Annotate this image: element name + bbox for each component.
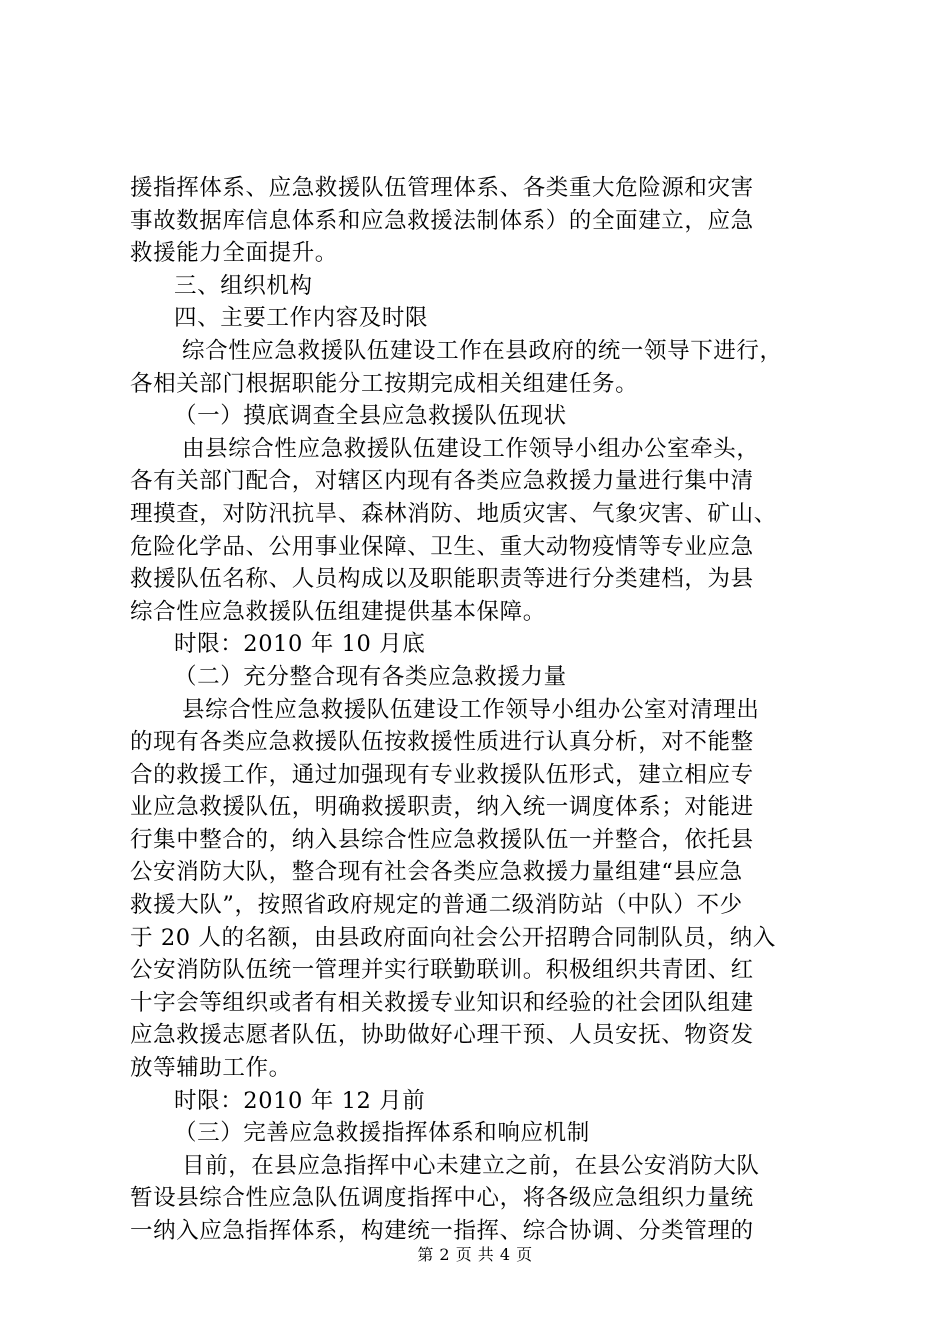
paragraph-line: 理摸查，对防汛抗旱、森林消防、地质灾害、气象灾害、矿山、 xyxy=(130,500,777,527)
paragraph-line: 由县综合性应急救援队伍建设工作领导小组办公室牵头， xyxy=(182,435,760,462)
paragraph-line: 暂设县综合性应急队伍调度指挥中心，将各级应急组织力量统 xyxy=(130,1185,754,1212)
deadline-line: 时限：2010 年 10 月底 xyxy=(174,631,426,658)
paragraph-line: 综合性应急救援队伍组建提供基本保障。 xyxy=(130,598,546,625)
paragraph-line: 于 20 人的名额，由县政府面向社会公开招聘合同制队员，纳入 xyxy=(130,924,776,951)
paragraph-line: 应急救援志愿者队伍，协助做好心理干预、人员安抚、物资发 xyxy=(130,1022,754,1049)
section-heading: 四、主要工作内容及时限 xyxy=(174,305,429,332)
paragraph-line: 事故数据库信息体系和应急救援法制体系）的全面建立，应急 xyxy=(130,207,754,234)
paragraph-line: 十字会等组织或者有相关救援专业知识和经验的社会团队组建 xyxy=(130,989,754,1016)
paragraph-line: 危险化学品、公用事业保障、卫生、重大动物疫情等专业应急 xyxy=(130,533,754,560)
paragraph-line: 救援队伍名称、人员构成以及职能职责等进行分类建档，为县 xyxy=(130,566,754,593)
paragraph-line: 救援能力全面提升。 xyxy=(130,240,338,267)
subsection-heading: （三）完善应急救援指挥体系和响应机制 xyxy=(174,1120,590,1147)
paragraph-line: 放等辅助工作。 xyxy=(130,1055,292,1082)
section-heading: 三、组织机构 xyxy=(174,272,313,299)
paragraph-line: 公安消防大队，整合现有社会各类应急救援力量组建“县应急 xyxy=(130,859,743,886)
paragraph-line: 合的救援工作，通过加强现有专业救援队伍形式，建立相应专 xyxy=(130,761,754,788)
paragraph-line: 业应急救援队伍，明确救援职责，纳入统一调度体系；对能进 xyxy=(130,794,754,821)
subsection-heading: （一）摸底调查全县应急救援队伍现状 xyxy=(174,403,567,430)
paragraph-line: 综合性应急救援队伍建设工作在县政府的统一领导下进行， xyxy=(182,337,783,364)
paragraph-line: 救援大队”，按照省政府规定的普通二级消防站（中队）不少 xyxy=(130,892,743,919)
subsection-heading: （二）充分整合现有各类应急救援力量 xyxy=(174,663,567,690)
page-footer: 第 2 页 共 4 页 xyxy=(417,1245,533,1264)
paragraph-line: 的现有各类应急救援队伍按救援性质进行认真分析，对不能整 xyxy=(130,729,754,756)
paragraph-line: 公安消防队伍统一管理并实行联勤联训。积极组织共青团、红 xyxy=(130,957,754,984)
paragraph-line: 行集中整合的，纳入县综合性应急救援队伍一并整合，依托县 xyxy=(130,826,754,853)
paragraph-line: 一纳入应急指挥体系，构建统一指挥、综合协调、分类管理的 xyxy=(130,1218,754,1244)
paragraph-line: 县综合性应急救援队伍建设工作领导小组办公室对清理出 xyxy=(182,696,760,723)
paragraph-line: 各有关部门配合，对辖区内现有各类应急救援力量进行集中清 xyxy=(130,468,754,495)
paragraph-line: 援指挥体系、应急救援队伍管理体系、各类重大危险源和灾害 xyxy=(130,175,754,201)
document-body xyxy=(130,172,830,1248)
paragraph-line: 目前，在县应急指挥中心未建立之前，在县公安消防大队 xyxy=(182,1152,760,1179)
paragraph-line: 各相关部门根据职能分工按期完成相关组建任务。 xyxy=(130,370,639,397)
deadline-line: 时限：2010 年 12 月前 xyxy=(174,1087,426,1114)
